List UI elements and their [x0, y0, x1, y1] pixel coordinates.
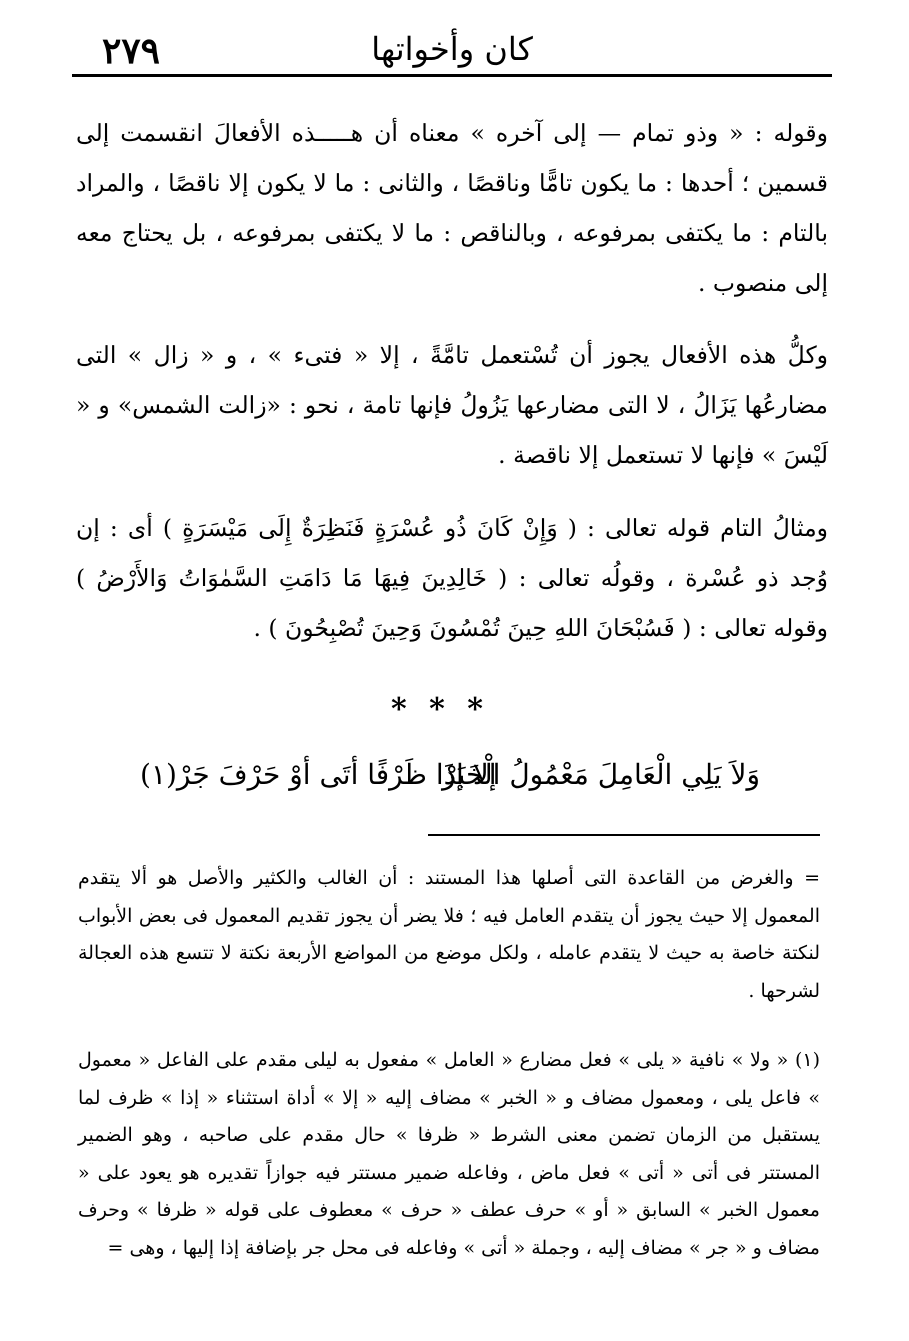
poetry-verse — [140, 748, 760, 810]
running-title: كان وأخواتها — [371, 30, 533, 68]
body-paragraph-3: ومثالُ التام قوله تعالى : ( وَإِنْ كَانَ ذُو عُسْرَةٍ فَنَظِرَةٌ إِلَى مَيْسَرَةٍ ) أى : إن وُجد ذو عُسْرة ، وقولُه تعالى : ( خَالِدِينَ فِيهَا مَا دَامَتِ السَّمٰوَاتُ وَالأَرْضُ ) وقوله تعالى : ( فَسُبْحَانَ اللهِ حِينَ تُمْسُونَ وَحِينَ تُصْبِحُونَ ) . — [76, 514, 828, 642]
page-number: ٢٧٩ — [102, 30, 161, 72]
verse-hemistich-2: إلا إذَا ظَرْفًا أتَى أوْ حَرْفَ جَرْ(١) — [140, 758, 497, 791]
footnote-divider — [428, 834, 820, 836]
footnote-continuation: = والغرض من القاعدة التى أصلها هذا المستند : أن الغالب والكثير والأصل هو ألا يتقدم المعمول إلا حيث يجوز أن يتقدم العامل فيه ؛ فلا يضر أن يجوز تقديم المعمول فى بعض الأبواب لنكتة خاصة به حيث لا يتقدم عامله ، ولكل موضع من المواضع الأربعة نكتة لا تتسع هذه العجالة لشرحها . — [78, 867, 820, 1002]
body-paragraph-2: وكلُّ هذه الأفعال يجوز أن تُسْتعمل تامَّةً ، إلا « فتىء » ، و « زال » التى مضارعُها يَزَالُ ، لا التى مضارعها يَزُولُ فإنها تامة ، نحو : «زالت الشمس» و « لَيْسَ » فإنها لا تستعمل إلا ناقصة . — [76, 341, 828, 469]
section-separator: * * * — [391, 692, 489, 727]
footnote-1: (١) « ولا » نافية « يلى » فعل مضارع « العامل » مفعول به ليلى مقدم على الفاعل « معمول » فاعل يلى ، ومعمول مضاف و « الخبر » مضاف إليه « إلا » أداة استثناء « إذا » ظرف لما يستقبل من الزمان تضمن معنى الشرط « ظرفا » حال مقدم على صاحبه ، وهو الضمير المستتر فى أتى « أتى » فعل ماض ، وفاعله ضمير مستتر فيه جوازاً تقديره هو يعود على « معمول الخبر » السابق « أو » حرف عطف « حرف » معطوف على قوله « ظرفا » وحرف مضاف و « جر » مضاف إليه ، وجملة « أتى » وفاعله فى محل جر بإضافة إذا إليها ، وهى = — [78, 1049, 820, 1259]
verse-hemistich-1: وَلاَ يَلِي الْعَامِلَ مَعْمُولُ الْخَبَرْ — [442, 758, 760, 791]
body-paragraph-1: وقوله : « وذو تمام — إلى آخره » معناه أن هـــــذه الأفعالَ انقسمت إلى قسمين ؛ أحدها : ما يكون تامًّا وناقصًا ، والثانى : ما لا يكون إلا ناقصًا ، والمراد بالتام : ما يكتفى بمرفوعه ، وبالناقص : ما لا يكتفى بمرفوعه ، بل يحتاج معه إلى منصوب . — [76, 119, 828, 297]
running-header — [72, 24, 832, 77]
